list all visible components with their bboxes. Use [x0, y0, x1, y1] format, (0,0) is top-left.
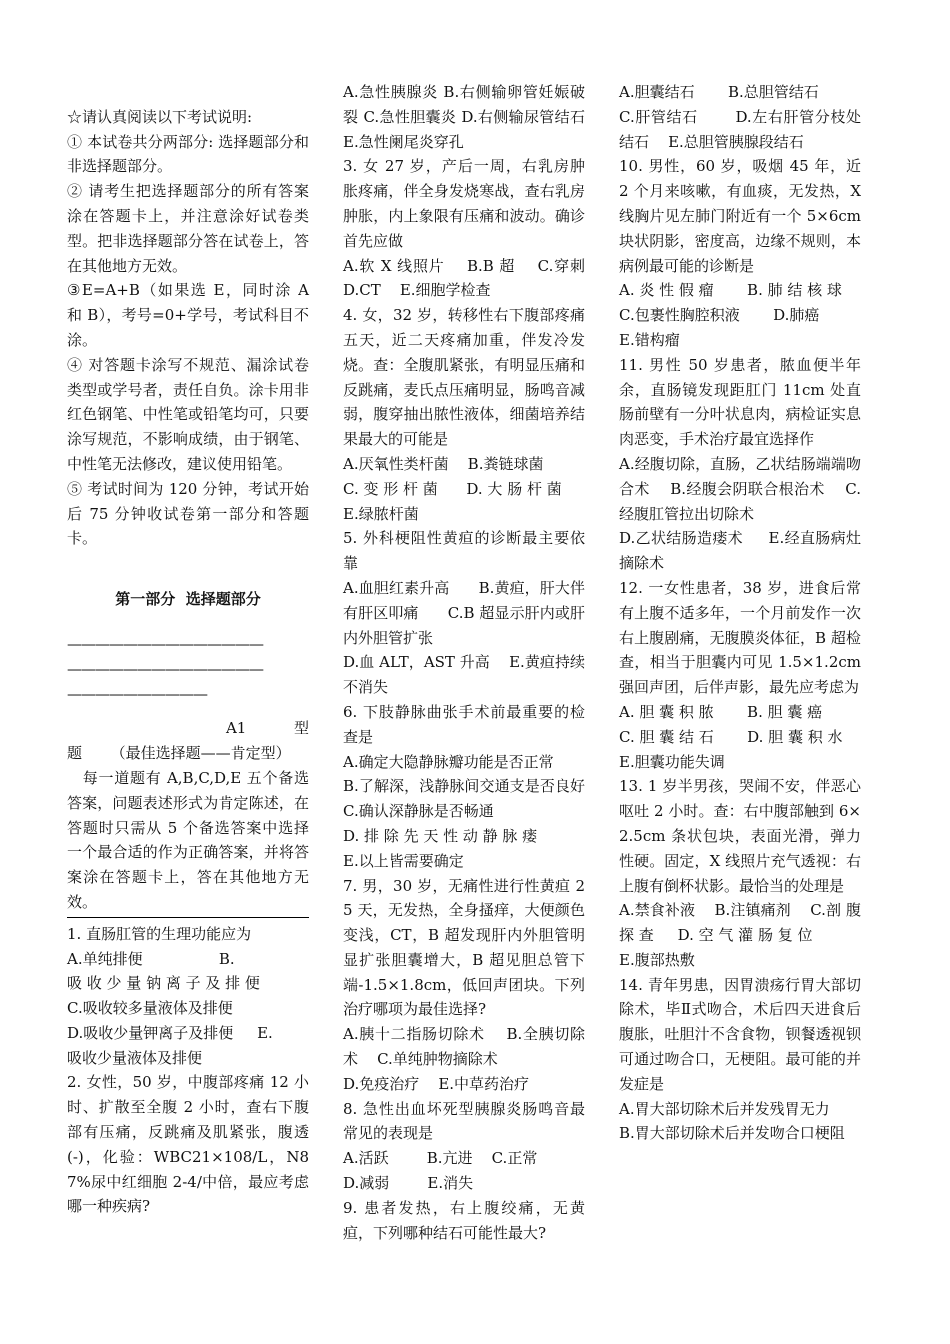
question-line: 5. 外科梗阻性黄疸的诊断最主要依靠 — [343, 529, 585, 573]
question-line: 12. 一女性患者，38 岁，进食后常有上腹不适多年，一个月前发作一次右上腹剧痛，无腹膜炎体征，B 超检查，相当于胆囊内可见 1.5×1.2cm强回声团，后伴声影，最先应考虑为 — [619, 578, 861, 697]
question-line: A.软 X 线照片 B.B 超 C.穿刺 D.CT E.细胞学检查 — [343, 256, 605, 300]
question-line: D. 排 除 先 天 性 动 静 脉 瘘 — [343, 826, 538, 845]
dash-line: —————————— — [67, 684, 207, 703]
instructions-heading: ☆请认真阅读以下考试说明: — [67, 107, 253, 126]
question-line: 11. 男性 50 岁患者，脓血便半年余，直肠镜发现距肛门 11cm 处直肠前壁有一分叶状息肉，病检证实息肉恶变，手术治疗最宜选择作 — [619, 355, 861, 449]
question-line: E.腹部热敷 — [619, 950, 695, 969]
instruction-3: ③E=A+B（如果选 E，同时涂 A 和 B），考号=0+学号，考试科目不涂。 — [67, 281, 314, 349]
instruction-4: ④ 对答题卡涂写不规范、漏涂试卷类型或学号者，责任自负。涂卡用非红色钢笔、中性笔或铅笔均可，只要涂写规范，不影响成绩，由于钢笔、中性笔无法修改，建议使用铅笔。 — [67, 355, 309, 473]
column-2 — [343, 80, 605, 1245]
question-line: B.胃大部切除术后并发吻合口梗阻 — [619, 1124, 845, 1143]
question-line: A. 胆 囊 积 脓 B. 胆 囊 癌 — [619, 702, 823, 721]
section-a1-title: A1 型 — [225, 719, 309, 738]
question-line: D.免疫治疗 E.中草药治疗 — [343, 1074, 530, 1093]
section-divider — [67, 917, 309, 918]
question-line: C. 胆 囊 结 石 D. 胆 囊 积 水 — [619, 727, 843, 746]
question-line: 4. 女，32 岁，转移性右下腹部疼痛五天，近二天疼痛加重，伴发冷发烧。查：全腹肌紧张，有明显压痛和反跳痛，麦氏点压痛明显，肠鸣音减弱，腹穿抽出脓性液体，细菌培养结果最大的可能是 — [343, 306, 585, 449]
dash-line: —————————————— — [67, 634, 263, 653]
question-line: 2. 女性，50 岁，中腹部疼痛 12 小时、扩散至全腹 2 小时，查右下腹部有压痛，反跳痛及肌紧张，腹透(-)，化验：WBC21×108/L，N87%尿中红细胞 2-4/中倍，最应考虑哪一种疾病? — [67, 1073, 309, 1216]
question-line: 7. 男，30 岁，无痛性进行性黄疸 25 天，无发热，全身搔痒，大便颜色变浅，CT，B 超发现肝内外胆管明显扩张胆囊增大，B 超见胆总管下端-1.5×1.8cm，低回声团块。下列治疗哪项为最佳选择? — [343, 876, 585, 1019]
question-line: A.确定大隐静脉瓣功能是否正常 — [343, 752, 554, 771]
question-line: A. 炎 性 假 瘤 B. 肺 结 核 球 — [619, 281, 842, 300]
question-line: 6. 下肢静脉曲张手术前最重要的检查是 — [343, 702, 585, 746]
question-line: A.血胆红素升高 B.黄疸，肝大伴有肝区叩痛 C.B 超显示肝内或肝内外胆管扩张 — [343, 578, 585, 647]
question-line: A.厌氧性类杆菌 B.粪链球菌 — [343, 454, 544, 473]
question-line: 14. 青年男患，因胃溃疡行胃大部切除术，毕Ⅱ式吻合，术后四天进食后腹胀，吐胆汁不含食物，钡餐透视钡可通过吻合口，无梗阻。最可能的并发症是 — [619, 975, 861, 1093]
question-line: A.急性胰腺炎 B.右侧输卵管妊娠破裂 C.急性胆囊炎 D.右侧输尿管结石 E.急性阑尾炎穿孔 — [343, 83, 590, 151]
dash-line: —————————————— — [67, 659, 263, 678]
section-a1-description: 每一道题有 A,B,C,D,E 五个备选答案，问题表述形式为肯定陈述，在答题时只需从 5 个备选答案中选择一个最合适的作为正确答案，并将答案涂在答题卡上，答在其他地方无效。 — [67, 768, 309, 911]
instruction-2: ② 请考生把选择题部分的所有答案涂在答题卡上，并注意涂好试卷类型。把非选择题部分答在试卷上，答在其他地方无效。 — [67, 182, 309, 275]
question-line: C. 变 形 杆 菌 D. 大 肠 杆 菌 — [343, 479, 562, 498]
question-line: A.活跃 B.亢进 C.正常 — [343, 1149, 538, 1168]
question-line: B.了解深，浅静脉间交通支是否良好 C.确认深静脉是否畅通 — [343, 777, 595, 821]
question-line: 8. 急性出血坏死型胰腺炎肠鸣音最常见的表现是 — [343, 1099, 585, 1143]
question-line: E.以上皆需要确定 — [343, 851, 464, 870]
question-line: D.乙状结肠造瘘术 E.经直肠病灶摘除术 — [619, 529, 861, 573]
question-line: 吸收少量液体及排便 — [67, 1048, 203, 1067]
question-line: D.血 ALT，AST 升高 E.黄疸持续不消失 — [343, 653, 585, 697]
question-line: D.吸收少量钾离子及排便 E. — [67, 1023, 273, 1042]
question-line: A.胆囊结石 B.总胆管结石 — [619, 83, 819, 101]
section-a1-subtitle: 题 （最佳选择题——肯定型） — [67, 744, 291, 763]
question-line: C.肝管结石 D.左右肝管分枝处结石 E.总胆管胰腺段结石 — [619, 107, 861, 151]
dash-separator — [67, 632, 309, 706]
question-line: C.吸收较多量液体及排便 — [67, 999, 233, 1018]
question-line: A.禁食补液 B.注镇痛剂 C.剖 腹 探 查 D. 空 气 灌 肠 复 位 — [619, 901, 866, 945]
question-line: C.包裹性胸腔积液 D.肺癌 — [619, 306, 820, 325]
question-line: A.单纯排便 B. — [67, 949, 235, 968]
question-line: 10. 男性，60 岁，吸烟 45 年，近 2 个月来咳嗽，有血痰，无发热，X 线胸片见左肺门附近有一个 5×6cm 块状阴影，密度高，边缘不规则，本病例最可能的诊断是 — [619, 157, 866, 275]
question-line: E.绿脓杆菌 — [343, 504, 419, 523]
instruction-5: ⑤ 考试时间为 120 分钟，考试开始后 75 分钟收试卷第一部分和答题卡。 — [67, 479, 309, 548]
column-3 — [619, 80, 866, 1146]
question-line: 1. 直肠肛管的生理功能应为 — [67, 924, 252, 943]
part-title: 第一部分 选择题部分 — [115, 590, 261, 609]
question-line: 吸 收 少 量 钠 离 子 及 排 便 — [67, 974, 260, 993]
question-line: 9. 患者发热，右上腹绞痛，无黄疸，下列哪种结石可能性最大? — [343, 1198, 585, 1242]
question-line: D.减弱 E.消失 — [343, 1174, 474, 1193]
instruction-1: ① 本试卷共分两部分: 选择题部分和非选择题部分。 — [67, 132, 309, 176]
question-line: E.错构瘤 — [619, 330, 680, 349]
question-line: A.胰十二指肠切除术 B.全胰切除术 C.单纯肿物摘除术 — [343, 1025, 585, 1069]
question-line: E.胆囊功能失调 — [619, 752, 725, 771]
question-line: 13. 1 岁半男孩，哭闹不安，伴恶心呕吐 2 小时。查：右中腹部触到 6×2.5cm 条状包块，表面光滑，弹力性硬。固定，X 线照片充气透视：右上腹有倒杯状影。最恰当的处理是 — [619, 777, 861, 895]
question-line: 3. 女 27 岁，产后一周，右乳房肿胀疼痛，伴全身发烧寒战，查右乳房肿胀，内上象限有压痛和波动。确诊首先应做 — [343, 157, 585, 250]
column-1 — [67, 80, 314, 1219]
question-line: A.经腹切除，直肠，乙状结肠端端吻合术 B.经腹会阴联合根治术 C.经腹肛管拉出切除术 — [619, 454, 861, 523]
question-line: A.胃大部切除术后并发残胃无力 — [619, 1099, 830, 1118]
